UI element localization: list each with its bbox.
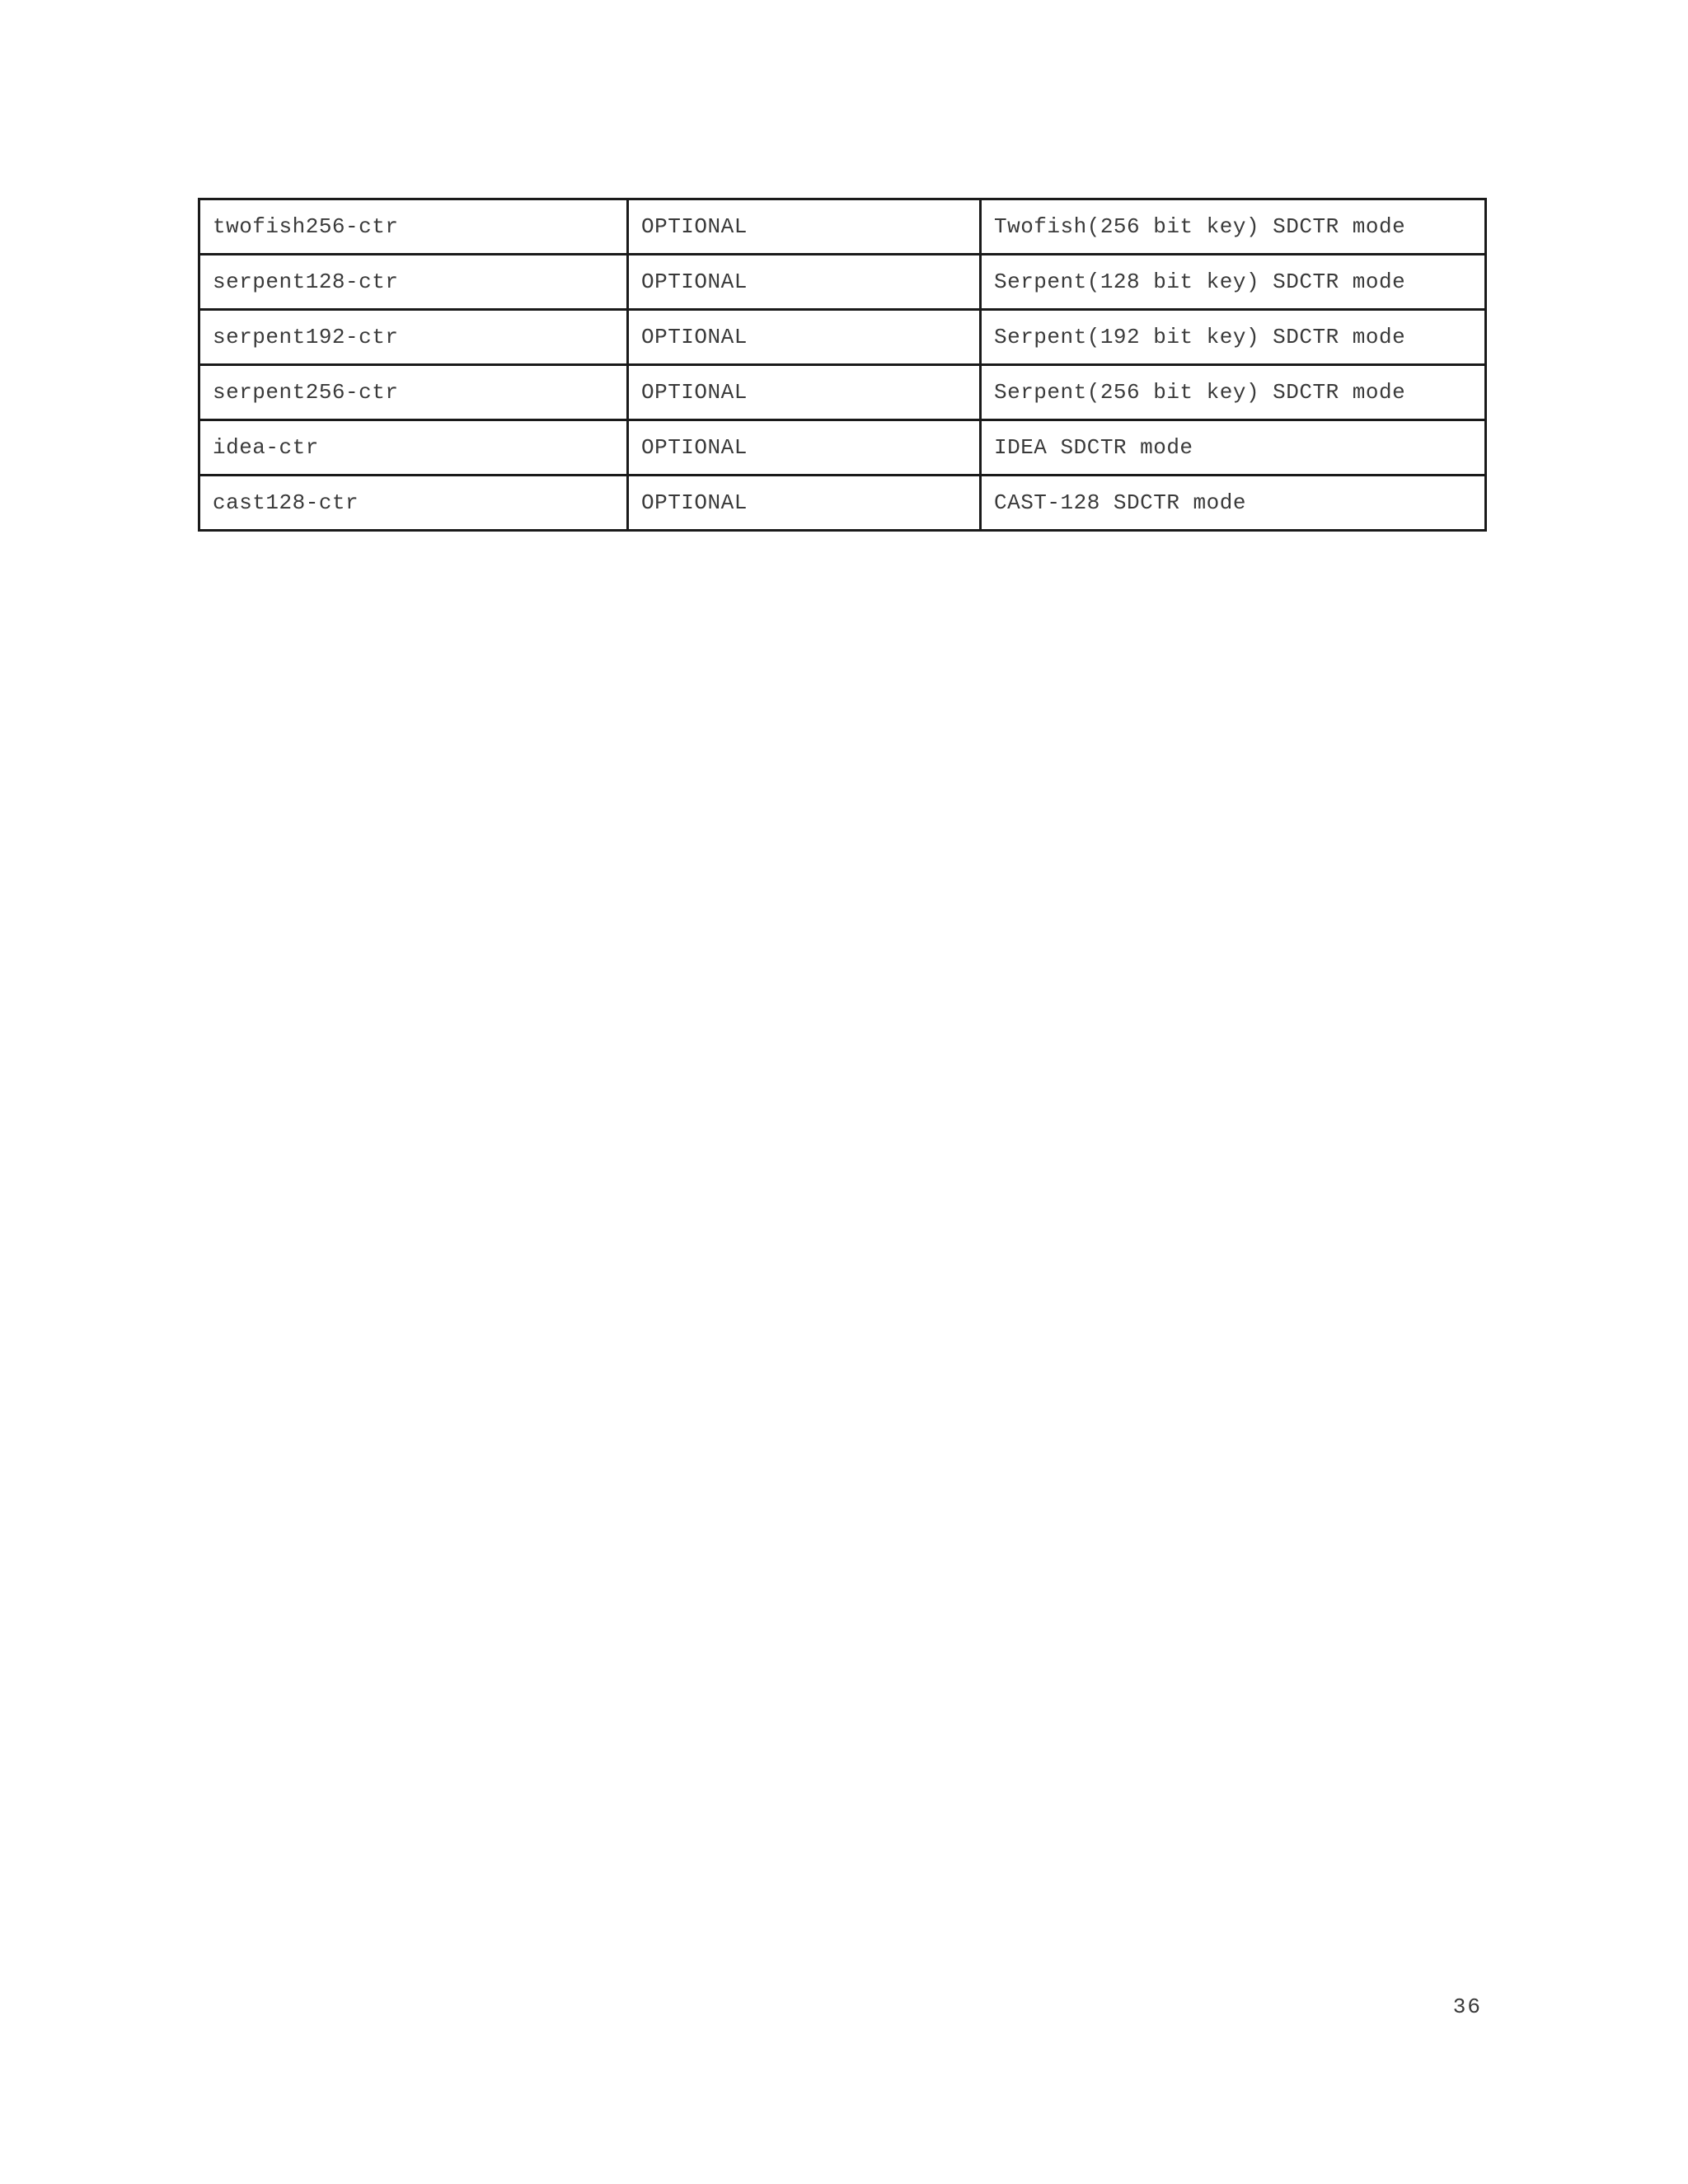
cipher-name-cell: twofish256-ctr	[199, 199, 628, 255]
cipher-name-cell: cast128-ctr	[199, 476, 628, 531]
description-cell: CAST-128 SDCTR mode	[981, 476, 1486, 531]
cipher-name-cell: idea-ctr	[199, 420, 628, 476]
requirement-cell: OPTIONAL	[628, 420, 981, 476]
cipher-name-cell: serpent128-ctr	[199, 255, 628, 310]
table-row	[199, 199, 1486, 255]
description-cell: Serpent(128 bit key) SDCTR mode	[981, 255, 1486, 310]
table-row	[199, 255, 1486, 310]
table-row	[199, 476, 1486, 531]
description-cell: Serpent(192 bit key) SDCTR mode	[981, 310, 1486, 365]
description-cell: Serpent(256 bit key) SDCTR mode	[981, 365, 1486, 420]
description-cell: Twofish(256 bit key) SDCTR mode	[981, 199, 1486, 255]
requirement-cell: OPTIONAL	[628, 199, 981, 255]
cipher-table	[198, 198, 1487, 532]
table-row	[199, 310, 1486, 365]
requirement-cell: OPTIONAL	[628, 476, 981, 531]
cipher-name-cell: serpent256-ctr	[199, 365, 628, 420]
requirement-cell: OPTIONAL	[628, 365, 981, 420]
requirement-cell: OPTIONAL	[628, 310, 981, 365]
description-cell: IDEA SDCTR mode	[981, 420, 1486, 476]
page-number: 36	[1452, 1994, 1482, 2019]
table-row	[199, 420, 1486, 476]
table-row	[199, 365, 1486, 420]
requirement-cell: OPTIONAL	[628, 255, 981, 310]
cipher-name-cell: serpent192-ctr	[199, 310, 628, 365]
